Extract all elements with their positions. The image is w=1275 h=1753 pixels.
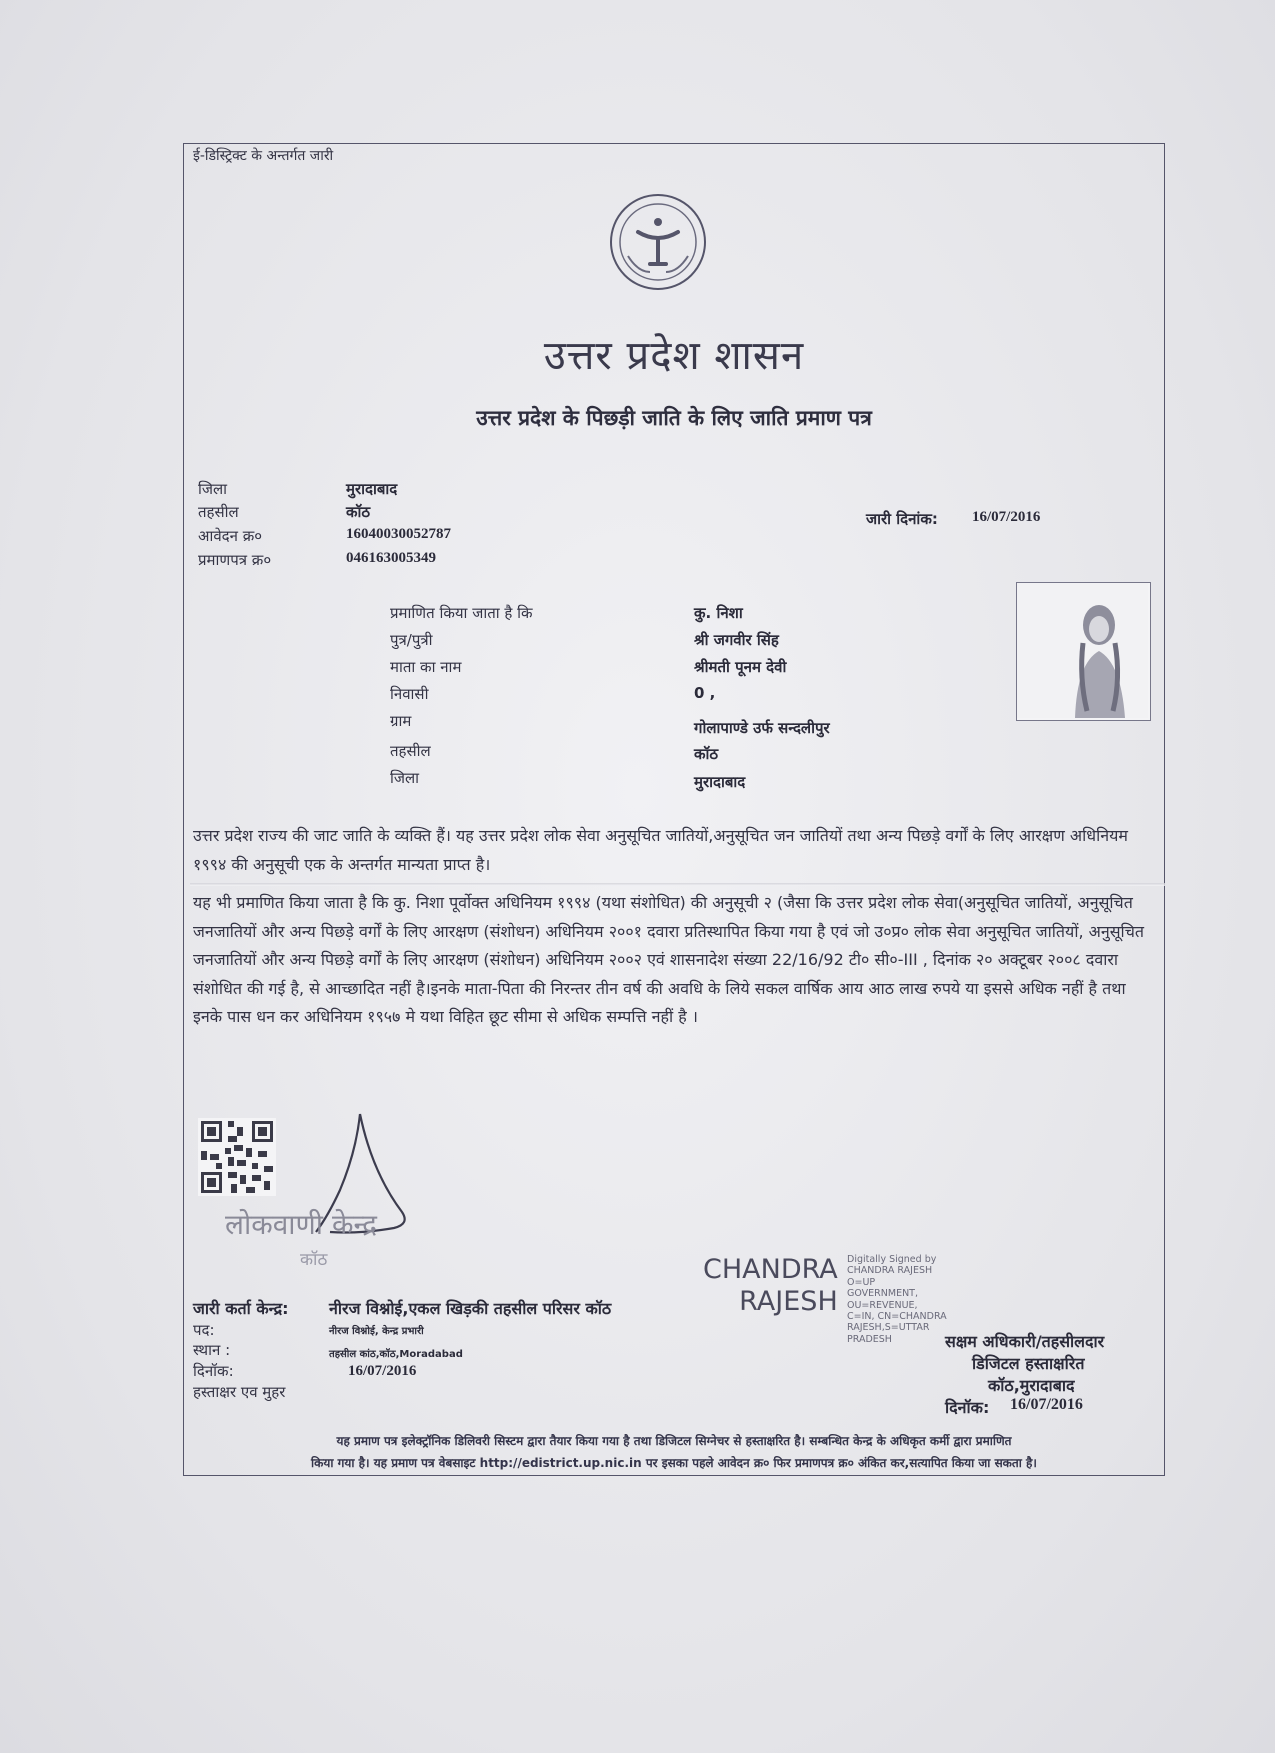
detail-value-father: श्री जगवीर सिंह	[694, 631, 779, 649]
detail-label-village: ग्राम	[390, 712, 412, 730]
district-value: मुरादाबाद	[346, 480, 398, 498]
page-title: उत्तर प्रदेश शासन	[543, 333, 805, 379]
lokvani-stamp: लोकवाणी केन्द्र	[225, 1208, 377, 1241]
person-portrait-icon	[1017, 583, 1148, 718]
application-no-value: 160400300527​87	[346, 526, 451, 542]
applicant-photo	[1016, 582, 1151, 721]
certificate-subtitle: उत्तर प्रदेश के पिछड़ी जाति के लिए जाति प्रमाण पत्र	[476, 406, 872, 430]
up-emblem-seal	[608, 192, 708, 292]
tehsil-label: तहसील	[198, 503, 239, 521]
issuer-place-label: स्थान :	[193, 1341, 231, 1359]
detail-value-mother: श्रीमती पूनम देवी	[694, 658, 787, 676]
issuer-post-label: पद:	[193, 1321, 215, 1339]
issuer-place-value: तहसील कांठ,कॉठ,Moradabad	[329, 1349, 463, 1360]
qr-code-icon	[198, 1118, 276, 1196]
certificate-no-label: प्रमाणपत्र क्र०	[198, 551, 272, 569]
issuer-date-value: 16/07/2016	[348, 1363, 417, 1379]
issuer-date-label: दिनॉक:	[193, 1362, 234, 1380]
detail-label-district: जिला	[390, 769, 420, 787]
detail-value-resident: 0 ,	[694, 684, 716, 702]
district-label: जिला	[198, 480, 228, 498]
detail-value-tehsil: कॉठ	[694, 745, 719, 763]
detail-value-village: गोलापाण्डे उर्फ सन्दलीपुर	[694, 719, 830, 737]
lokvani-stamp-place: कॉठ	[300, 1250, 328, 1270]
digital-signer-first-name: CHANDRA	[703, 1254, 838, 1285]
issue-date-label: जारी दिनांक:	[866, 510, 938, 528]
verification-footer	[191, 1430, 1157, 1474]
detail-label-parent: पुत्र/पुत्री	[390, 631, 433, 649]
authority-date-value: 16/07/2016	[1010, 1396, 1083, 1413]
detail-value-name: कु. निशा	[694, 604, 743, 622]
digital-signer-name	[703, 1254, 838, 1318]
certificate-no-value: 046163005349	[346, 550, 436, 566]
detail-label-mother: माता का नाम	[390, 658, 462, 676]
issue-date-value: 16/07/2016	[972, 509, 1041, 525]
digital-signature-details: Digitally Signed by CHANDRA RAJESH O=UP GOVERNMENT, OU=REVENUE, C=IN, CN=CHANDRA RAJESH,S=UTTAR PRADESH	[847, 1254, 947, 1345]
paragraph-creamy-layer: यह भी प्रमाणित किया जाता है कि कु. निशा पूर्वोक्त अधिनियम १९९४ (यथा संशोधित) की अनुसूची २ (जैसा कि उत्तर प्रदेश लोक सेवा(अनुसूचित जातियों, अनुसूचित जनजातियों और अन्य पिछड़े वर्गों के लिए आरक्षण (संशोधन) अधिनियम २००१ दवारा प्रतिस्थापित किया गया है एवं जो उ०प्र० लोक सेवा अनुसूचित जातियों, अनुसूचित जनजातियों और अन्य पिछड़े वर्गों के लिए आरक्षण (संशोधन) अधिनियम २००२ एवं शासनादेश संख्या 22/16/92 टी० सी०-III , दिनांक २० अक्टूबर २००८ दवारा संशोधित की गई है, से आच्छादित नहीं है।इनके माता-पिता की निरन्तर तीन वर्ष की अवधि के लिये सकल वार्षिक आय आठ लाख रुपये या इससे अधिक नहीं है तथा इनके पास धन कर अधिनियम १९५७ मे यथा विहित छूट सीमा से अधिक सम्पत्ति नहीं है ।	[193, 893, 1144, 1026]
authority-office: कॉठ,मुरादाबाद	[988, 1376, 1075, 1395]
authority-title: सक्षम अधिकारी/तहसीलदार	[945, 1332, 1105, 1351]
issuer-centre-value: नीरज विश्नोई,एकल खिड़की तहसील परिसर कॉठ	[329, 1299, 612, 1318]
issued-under-note: ई-डिस्ट्रिक्ट के अन्तर्गत जारी	[193, 148, 334, 164]
issuer-centre-label: जारी कर्ता केन्द्र:	[193, 1299, 289, 1318]
authority-digital-signed: डिजिटल हस्ताक्षरित	[972, 1354, 1085, 1373]
detail-label-resident: निवासी	[390, 685, 429, 703]
issuer-sign-label: हस्ताक्षर एव मुहर	[193, 1383, 286, 1401]
detail-label-tehsil: तहसील	[390, 742, 431, 760]
detail-value-district: मुरादाबाद	[694, 773, 746, 791]
detail-label-certified: प्रमाणित किया जाता है कि	[390, 604, 533, 622]
digital-signer-last-name: RAJESH	[739, 1286, 838, 1317]
issuer-post-value: नीरज विश्नोई, केन्द्र प्रभारी	[329, 1326, 424, 1337]
footer-line-1: यह प्रमाण पत्र इलेक्ट्रॉनिक डिलिवरी सिस्टम द्वारा तैयार किया गया है तथा डिजिटल सिग्नेचर से हस्ताक्षरित है। सम्बन्धित केन्द्र के अधिकृत कर्मी द्वारा प्रमाणित	[336, 1434, 1012, 1448]
paper-fold-line	[190, 883, 1165, 886]
footer-line-2: किया गया है। यह प्रमाण पत्र वेबसाइट http://edistrict.up.nic.in पर इसका पहले आवेदन क्र० फिर प्रमाणपत्र क्र० अंकित कर,सत्यापित किया जा सकता है।	[311, 1456, 1037, 1470]
paragraph-caste-recognition: उत्तर प्रदेश राज्य की जाट जाति के व्यक्ति हैं। यह उत्तर प्रदेश लोक सेवा अनुसूचित जातियों,अनुसूचित जन जातियों तथा अन्य पिछड़े वर्गों के लिए आरक्षण अधिनियम १९९४ की अनुसूची एक के अन्तर्गत मान्यता प्राप्त है।	[193, 826, 1128, 874]
authority-date-label: दिनॉक:	[945, 1398, 990, 1417]
tehsil-value: कॉठ	[346, 503, 371, 521]
application-no-label: आवेदन क्र०	[198, 527, 263, 545]
